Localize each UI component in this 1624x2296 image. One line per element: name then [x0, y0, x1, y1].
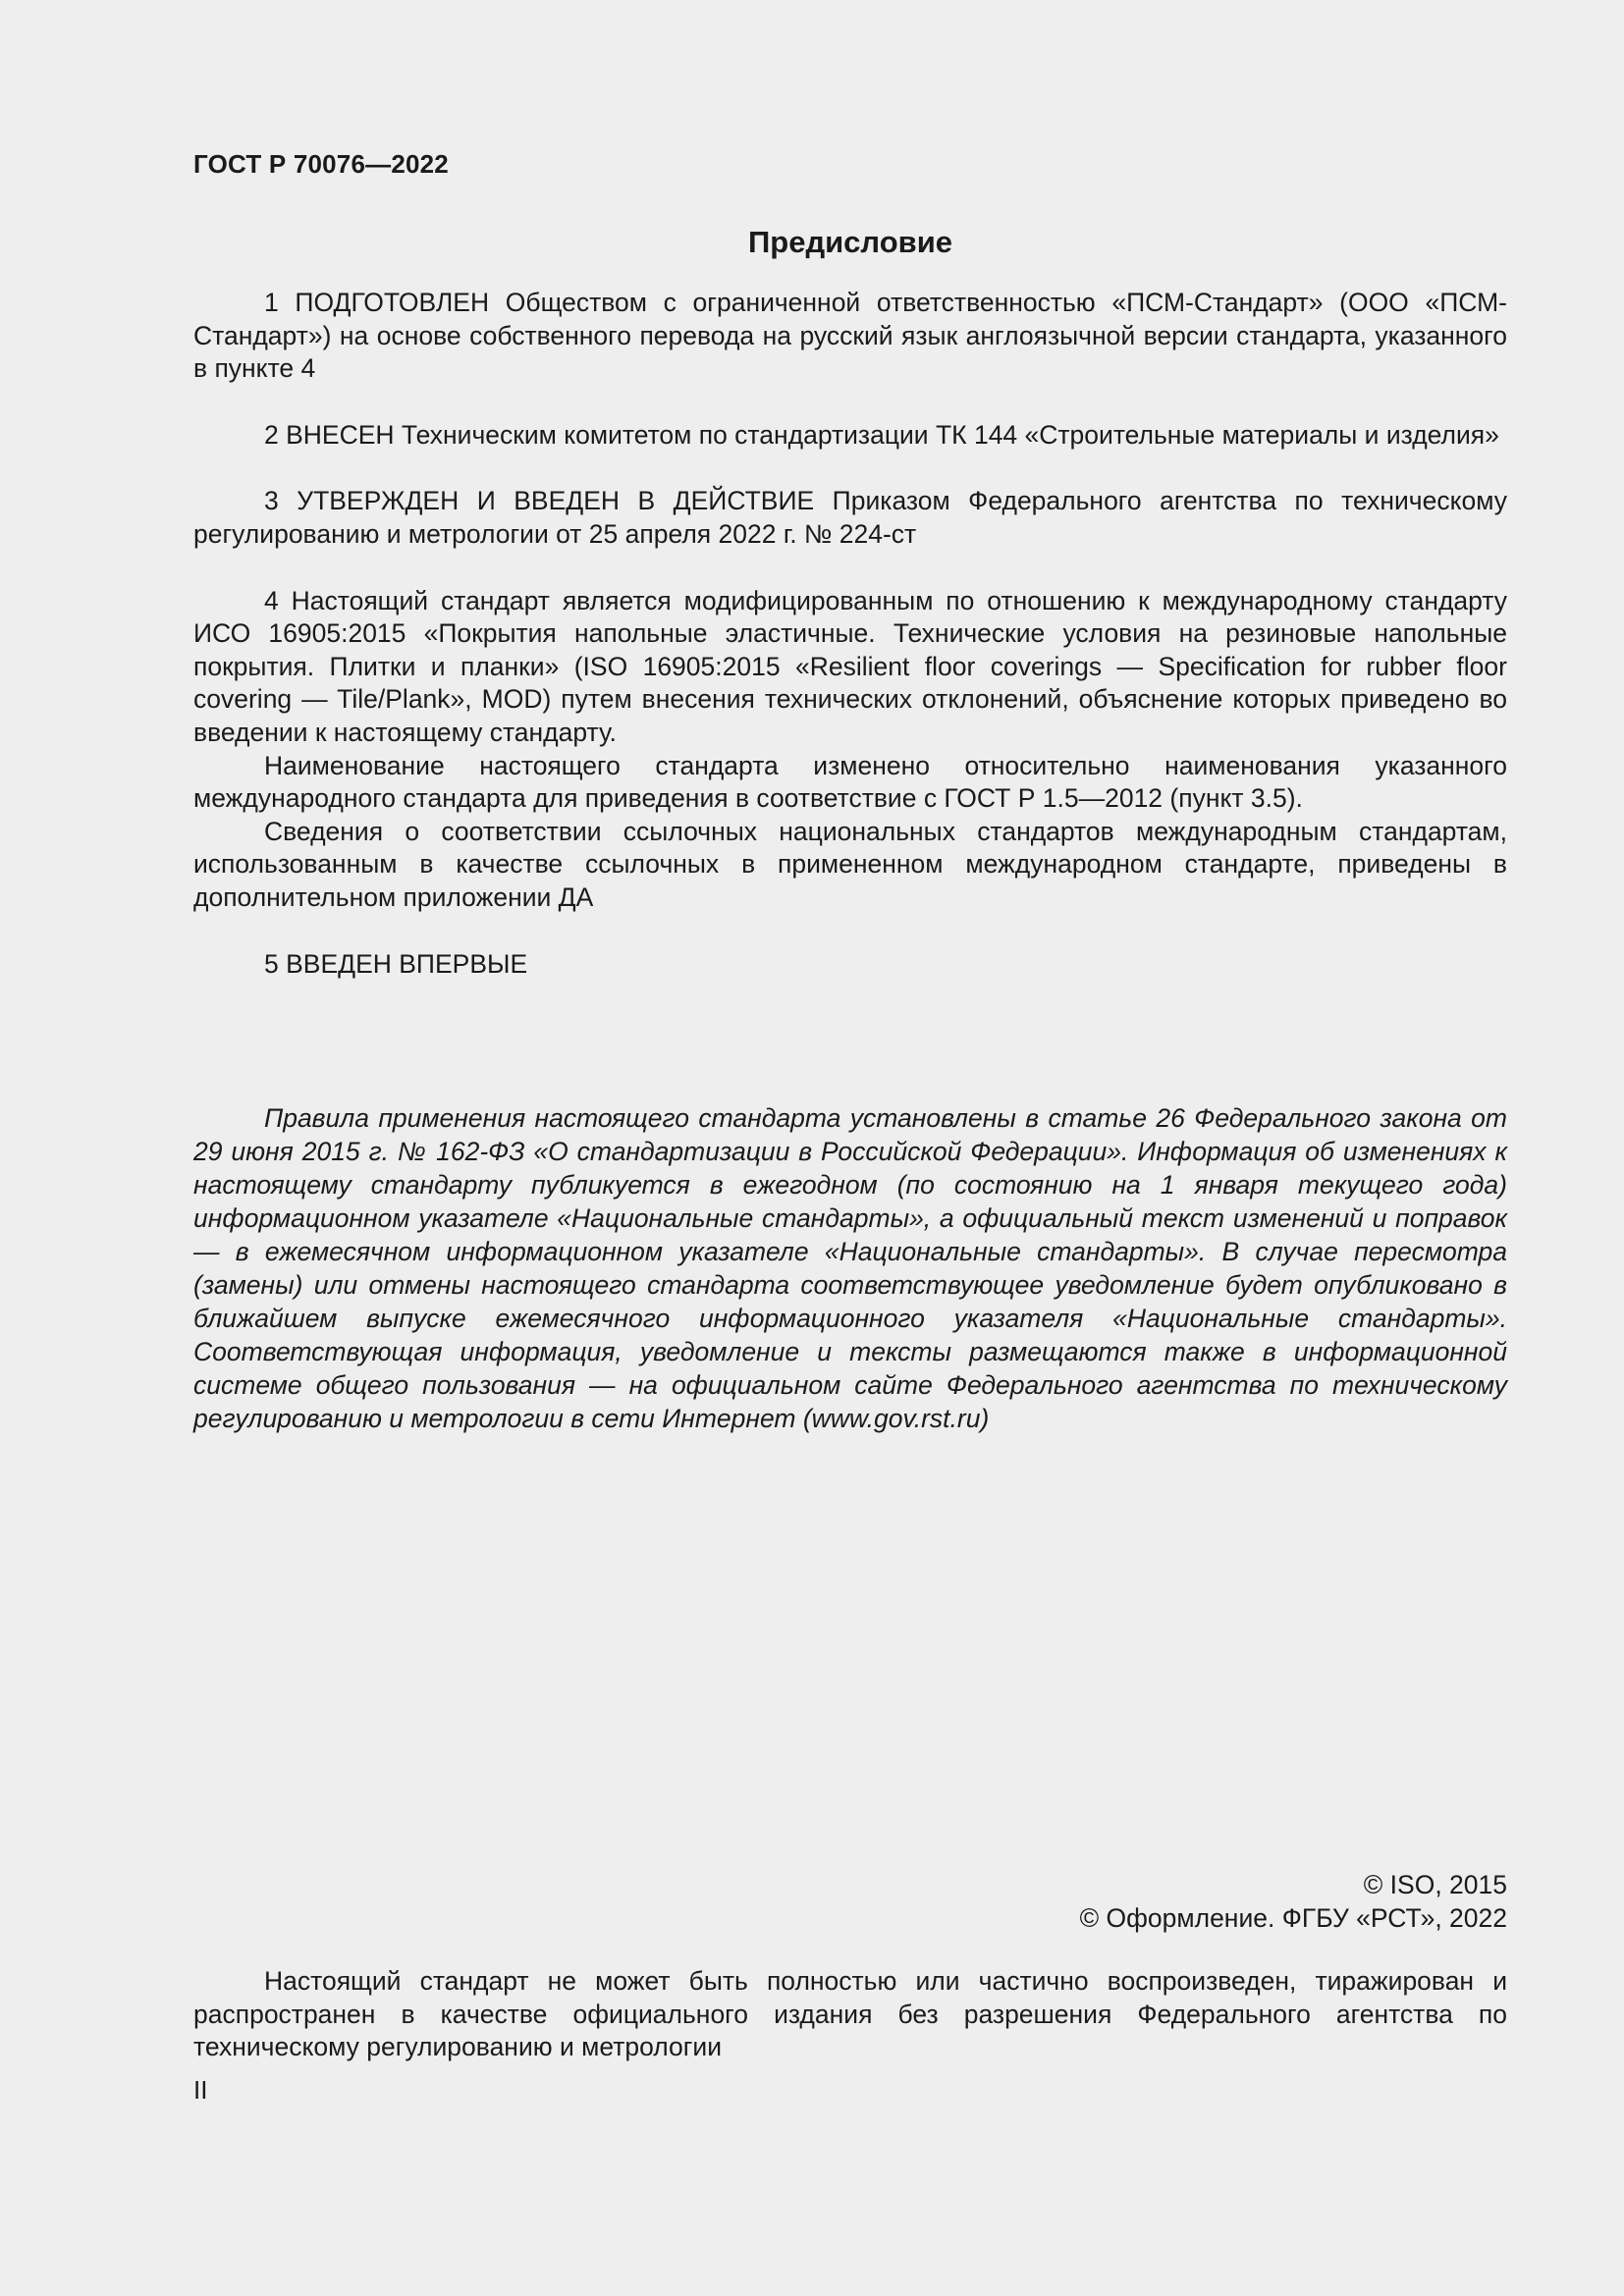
foreword-item-4-references: Сведения о соответствии ссылочных национальных стандартов международным стандартам, использованным в качестве ссылочных в примененном международном стандарте, приведены в дополнительном приложении ДА: [193, 816, 1507, 912]
foreword-title: Предисловие: [747, 225, 952, 259]
copyright-block: [1080, 1869, 1507, 1935]
reproduction-notice: Настоящий стандарт не может быть полностью или частично воспроизведен, тиражирован и распространен в качестве официального издания без разрешения Федерального агентства по техническому регулированию и метрологии: [193, 1966, 1507, 2062]
standard-code: ГОСТ Р 70076—2022: [193, 149, 449, 179]
foreword-item-4-name-change: Наименование настоящего стандарта изменено относительно наименования указанного международного стандарта для приведения в соответствие с ГОСТ Р 1.5—2012 (пункт 3.5).: [193, 750, 1507, 814]
foreword-item-3: 3 УТВЕРЖДЕН И ВВЕДЕН В ДЕЙСТВИЕ Приказом Федерального агентства по техническому регулированию и метрологии от 25 апреля 2022 г. № 224-ст: [193, 486, 1507, 549]
copyright-design: © Оформление. ФГБУ «РСТ», 2022: [1079, 1902, 1507, 1933]
foreword-item-1: 1 ПОДГОТОВЛЕН Обществом с ограниченной ответственностью «ПСМ-Стандарт» (ООО «ПСМ-Стандарт») на основе собственного перевода на русский язык англоязычной версии стандарта, указанного в пункте 4: [193, 288, 1507, 384]
rules-of-application: Правила применения настоящего стандарта установлены в статье 26 Федерального закона от 29 июня 2015 г. № 162-ФЗ «О стандартизации в Российской Федерации». Информация об изменениях к настоящему стандарту публикуется в ежегодном (по состоянию на 1 января текущего года) информационном указателе «Национальные стандарты», а официальный текст изменений и поправок — в ежемесячном информационном указателе «Национальные стандарты». В случае пересмотра (замены) или отмены настоящего стандарта соответствующее уведомление будет опубликовано в ближайшем выпуске ежемесячного информационного указателя «Национальные стандарты». Соответствующая информация, уведомление и тексты размещаются также в информационной системе общего пользования — на официальном сайте Федерального агентства по техническому регулированию и метрологии в сети Интернет (www.gov.rst.ru): [193, 1103, 1507, 1433]
page-number: II: [193, 2075, 208, 2105]
foreword-body: [193, 287, 1507, 981]
foreword-item-5: 5 ВВЕДЕН ВПЕРВЫЕ: [264, 948, 528, 979]
foreword-item-4: 4 Настоящий стандарт является модифицированным по отношению к международному стандарту ИСО 16905:2015 «Покрытия напольные эластичные. Технические условия на резиновые напольные покрытия. Плитки и планки» (ISO 16905:2015 «Resilient floor coverings — Specification for rubber floor covering — Tile/Plank», MOD) путем внесения технических отклонений, объяснение которых приведено во введении к настоящему стандарту.: [193, 585, 1507, 747]
foreword-item-2: 2 ВНЕСЕН Техническим комитетом по стандартизации ТК 144 «Строительные материалы и изделия»: [264, 419, 1499, 450]
copyright-iso: © ISO, 2015: [1363, 1870, 1507, 1899]
